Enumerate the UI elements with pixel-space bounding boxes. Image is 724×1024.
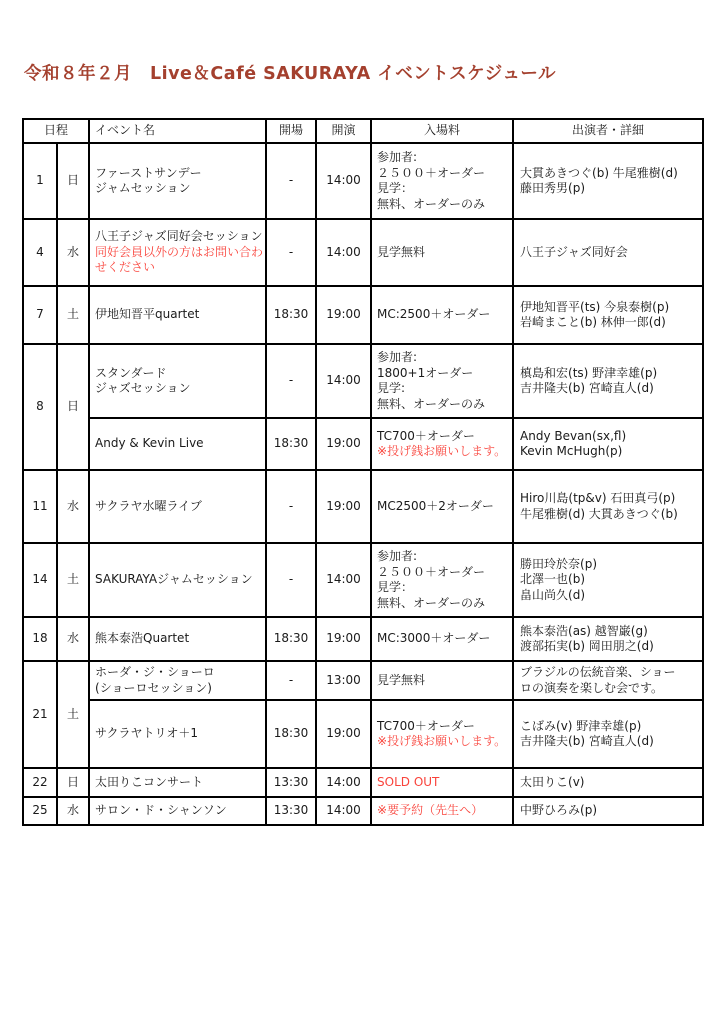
header-admission: 入場料 <box>371 119 513 143</box>
date-cell: 22 <box>23 768 57 797</box>
start-time-cell: 19:00 <box>316 700 371 768</box>
start-time-cell: 19:00 <box>316 617 371 661</box>
performers-cell: こばみ(v) 野津幸雄(p) 吉井隆夫(b) 宮崎直人(d) <box>513 700 703 768</box>
weekday-cell: 水 <box>57 797 89 825</box>
weekday-cell: 日 <box>57 143 89 219</box>
start-time-cell: 14:00 <box>316 543 371 617</box>
table-row <box>23 797 703 825</box>
admission-cell: TC700＋オーダー ※投げ銭お願いします。 <box>371 700 513 768</box>
doors-open-cell: 18:30 <box>266 700 316 768</box>
start-time-cell: 14:00 <box>316 797 371 825</box>
table-row <box>23 344 703 418</box>
tip-request-red-text: ※投げ銭お願いします。 <box>377 444 507 458</box>
weekday-cell: 日 <box>57 344 89 470</box>
doors-open-cell: 13:30 <box>266 797 316 825</box>
weekday-cell: 土 <box>57 661 89 768</box>
page-title: 令和８年２月 Live＆Café SAKURAYA イベントスケジュール <box>24 64 557 84</box>
start-time-cell: 19:00 <box>316 470 371 543</box>
admission-cell: 見学無料 <box>371 661 513 700</box>
table-row <box>23 286 703 344</box>
weekday-cell: 土 <box>57 543 89 617</box>
header-performers: 出演者・詳細 <box>513 119 703 143</box>
admission-cell: 参加者: ２５００＋オーダー 見学： 無料、オーダーのみ <box>371 543 513 617</box>
performers-cell: 槙島和宏(ts) 野津幸雄(p) 吉井隆夫(b) 宮崎直人(d) <box>513 344 703 418</box>
event-name-cell: Andy & Kevin Live <box>89 418 266 470</box>
performers-cell: 大貫あきつぐ(b) 牛尾雅樹(d) 藤田秀男(p) <box>513 143 703 219</box>
doors-open-cell: 18:30 <box>266 286 316 344</box>
event-name-cell: 八王子ジャズ同好会セッション 同好会員以外の方はお問い合わせください <box>89 219 266 286</box>
admission-cell: MC:3000＋オーダー <box>371 617 513 661</box>
tip-request-red-text: ※投げ銭お願いします。 <box>377 734 507 748</box>
performers-cell: ブラジルの伝統音楽、ショー ロの演奏を楽しむ会です。 <box>513 661 703 700</box>
doors-open-cell: - <box>266 470 316 543</box>
table-row <box>23 768 703 797</box>
doors-open-cell: 18:30 <box>266 418 316 470</box>
performers-cell: 太田りこ(v) <box>513 768 703 797</box>
event-name-cell: サクラヤトリオ＋1 <box>89 700 266 768</box>
admission-cell <box>371 768 513 797</box>
performers-cell: 勝田玲於奈(p) 北澤一也(b) 畠山尚久(d) <box>513 543 703 617</box>
date-cell: 11 <box>23 470 57 543</box>
table-row <box>23 700 703 768</box>
header-event: イベント名 <box>89 119 266 143</box>
date-cell: 14 <box>23 543 57 617</box>
event-name-cell: SAKURAYAジャムセッション <box>89 543 266 617</box>
weekday-cell: 水 <box>57 617 89 661</box>
start-time-cell: 13:00 <box>316 661 371 700</box>
performers-cell: Andy Bevan(sx,fl) Kevin McHugh(p) <box>513 418 703 470</box>
date-cell: 8 <box>23 344 57 470</box>
header-date: 日程 <box>23 119 89 143</box>
admission-cell: 見学無料 <box>371 219 513 286</box>
weekday-cell: 土 <box>57 286 89 344</box>
weekday-cell: 日 <box>57 768 89 797</box>
admission-cell <box>371 797 513 825</box>
event-name-cell: ファーストサンデー ジャムセッション <box>89 143 266 219</box>
performers-cell: 八王子ジャズ同好会 <box>513 219 703 286</box>
start-time-cell: 14:00 <box>316 344 371 418</box>
date-cell: 25 <box>23 797 57 825</box>
date-cell: 1 <box>23 143 57 219</box>
note-red-text: 同好会員以外の方はお問い合わせください <box>95 244 264 275</box>
doors-open-cell: - <box>266 344 316 418</box>
doors-open-cell: - <box>266 143 316 219</box>
date-cell: 21 <box>23 661 57 768</box>
doors-open-cell: - <box>266 661 316 700</box>
start-time-cell: 14:00 <box>316 143 371 219</box>
event-name-cell: 伊地知晋平quartet <box>89 286 266 344</box>
table-row <box>23 219 703 286</box>
performers-cell: 熊本泰浩(as) 越智巌(g) 渡部拓実(b) 岡田朋之(d) <box>513 617 703 661</box>
event-name-cell: ホーダ・ジ・ショーロ (ショーロセッション) <box>89 661 266 700</box>
doors-open-cell: 18:30 <box>266 617 316 661</box>
table-row <box>23 470 703 543</box>
weekday-cell: 水 <box>57 219 89 286</box>
start-time-cell: 14:00 <box>316 219 371 286</box>
table-row <box>23 543 703 617</box>
table-header-row <box>23 119 703 143</box>
sold-out-text: SOLD OUT <box>377 774 440 789</box>
admission-cell: TC700＋オーダー ※投げ銭お願いします。 <box>371 418 513 470</box>
doors-open-cell: - <box>266 543 316 617</box>
start-time-cell: 19:00 <box>316 418 371 470</box>
admission-cell: MC2500＋2オーダー <box>371 470 513 543</box>
date-cell: 7 <box>23 286 57 344</box>
event-name-cell: スタンダード ジャズセッション <box>89 344 266 418</box>
performers-cell: Hiro川島(tp&v) 石田真弓(p) 牛尾雅樹(d) 大貫あきつぐ(b) <box>513 470 703 543</box>
header-start: 開演 <box>316 119 371 143</box>
doors-open-cell: 13:30 <box>266 768 316 797</box>
header-open: 開場 <box>266 119 316 143</box>
reservation-required-red-text: ※要予約（先生へ） <box>377 803 484 818</box>
weekday-cell: 水 <box>57 470 89 543</box>
table-row <box>23 418 703 470</box>
date-cell: 4 <box>23 219 57 286</box>
table-row <box>23 661 703 700</box>
event-name-cell: 熊本泰浩Quartet <box>89 617 266 661</box>
table-row <box>23 617 703 661</box>
table-row <box>23 143 703 219</box>
event-name-cell: 太田りこコンサート <box>89 768 266 797</box>
performers-cell: 中野ひろみ(p) <box>513 797 703 825</box>
performers-cell: 伊地知晋平(ts) 今泉泰樹(p) 岩崎まこと(b) 林伸一郎(d) <box>513 286 703 344</box>
admission-cell: 参加者: 1800+1オーダー 見学: 無料、オーダーのみ <box>371 344 513 418</box>
event-name-cell: サロン・ド・シャンソン <box>89 797 266 825</box>
start-time-cell: 14:00 <box>316 768 371 797</box>
doors-open-cell: - <box>266 219 316 286</box>
admission-cell: 参加者: ２５００＋オーダー 見学： 無料、オーダーのみ <box>371 143 513 219</box>
admission-cell: MC:2500＋オーダー <box>371 286 513 344</box>
date-cell: 18 <box>23 617 57 661</box>
start-time-cell: 19:00 <box>316 286 371 344</box>
event-name-cell: サクラヤ水曜ライブ <box>89 470 266 543</box>
event-schedule-table <box>22 118 704 826</box>
